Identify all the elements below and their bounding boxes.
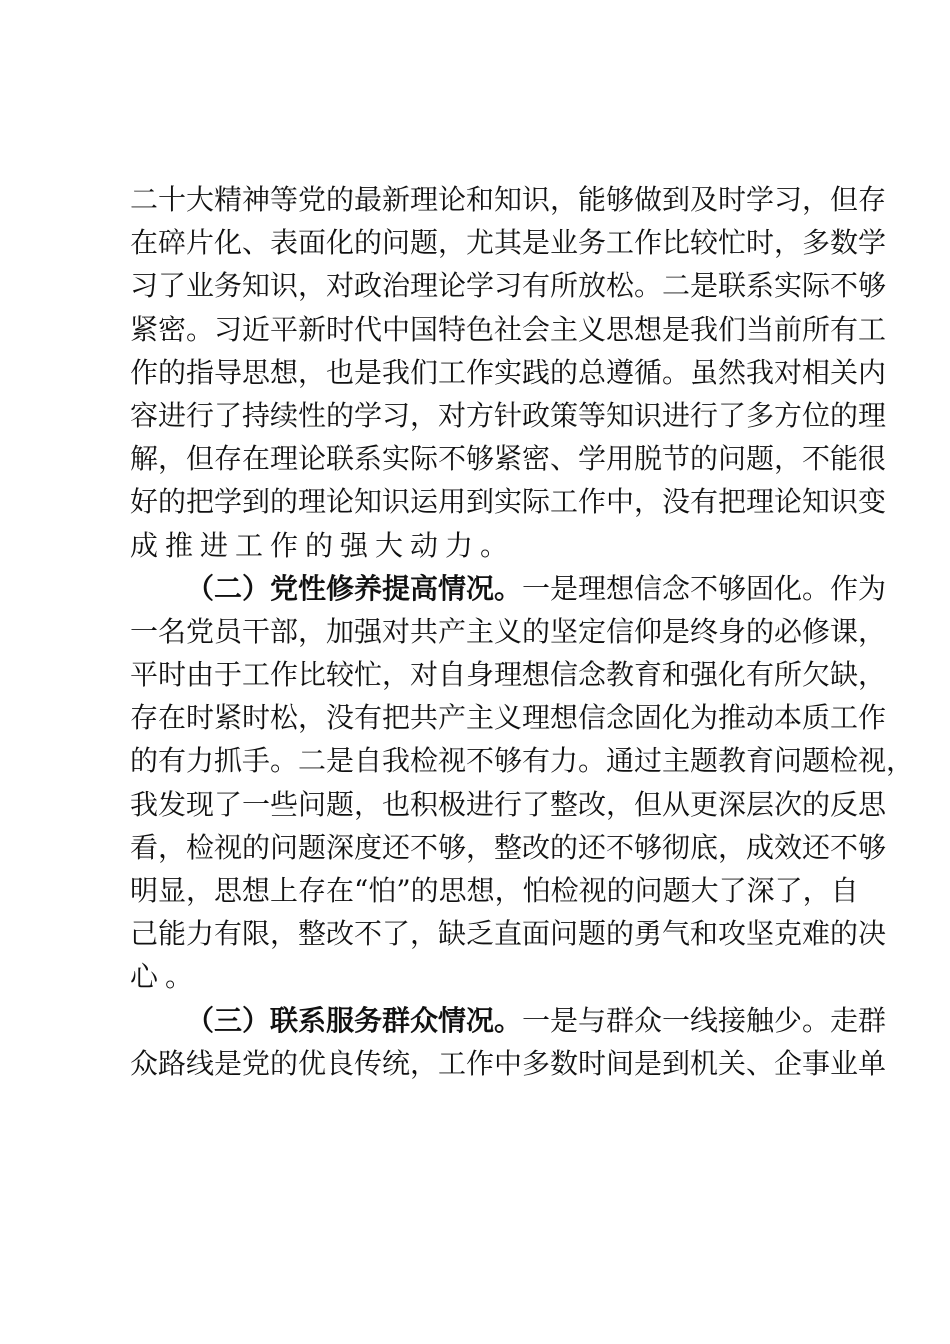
section-3-first-line (130, 999, 887, 1042)
paragraph-line: 成推进工作的强大动力。 (130, 528, 516, 562)
paragraph-line: 容进行了持续性的学习，对方针政策等知识进行了多方位的理 (130, 398, 887, 432)
paragraph-line: 众路线是党的优良传统，工作中多数时间是到机关、企事业单 (130, 1046, 887, 1080)
section-2-first-line (130, 567, 887, 610)
paragraph-line: 看，检视的问题深度还不够，整改的还不够彻底，成效还不够 (130, 830, 887, 864)
paragraph-line: 明显，思想上存在“怕”的思想，怕检视的问题大了深了，自 (130, 874, 859, 907)
paragraph-line: 习了业务知识，对政治理论学习有所放松。二是联系实际不够 (130, 269, 887, 303)
paragraph-line: 在碎片化、表面化的问题，尤其是业务工作比较忙时，多数学 (130, 226, 887, 260)
paragraph-line: 二十大精神等党的最新理论和知识，能够做到及时学习，但存 (130, 183, 887, 216)
paragraph-line: 的有力抓手。二是自我检视不够有力。通过主题教育问题检视， (130, 744, 915, 778)
paragraph-line: 平时由于工作比较忙，对自身理想信念教育和强化有所欠缺， (130, 658, 887, 692)
paragraph-line: 存在时紧时松，没有把共产主义理想信念固化为推动本质工作 (130, 701, 887, 735)
paragraph-line: 紧密。习近平新时代中国特色社会主义思想是我们当前所有工 (130, 312, 887, 346)
paragraph-line: 解，但存在理论联系实际不够紧密、学用脱节的问题，不能很 (130, 442, 887, 476)
paragraph-line: 我发现了一些问题，也积极进行了整改，但从更深层次的反思 (130, 787, 887, 821)
paragraph-line: 作的指导思想，也是我们工作实践的总遵循。虽然我对相关内 (130, 355, 887, 389)
section-2-heading: （二）党性修养提高情况。 (186, 571, 523, 605)
document-page (130, 178, 915, 1085)
paragraph-line: 一名党员干部，加强对共产主义的坚定信仰是终身的必修课， (130, 614, 887, 648)
section-2-text: 一是理想信念不够固化。作为 (522, 571, 887, 605)
paragraph-line: 心。 (130, 960, 201, 994)
paragraph-line: 己能力有限，整改不了，缺乏直面问题的勇气和攻坚克难的决 (130, 917, 887, 951)
section-3-text: 一是与群众一线接触少。走群 (522, 1003, 887, 1037)
section-3-heading: （三）联系服务群众情况。 (186, 1003, 523, 1037)
paragraph-line: 好的把学到的理论知识运用到实际工作中，没有把理论知识变 (130, 485, 887, 519)
